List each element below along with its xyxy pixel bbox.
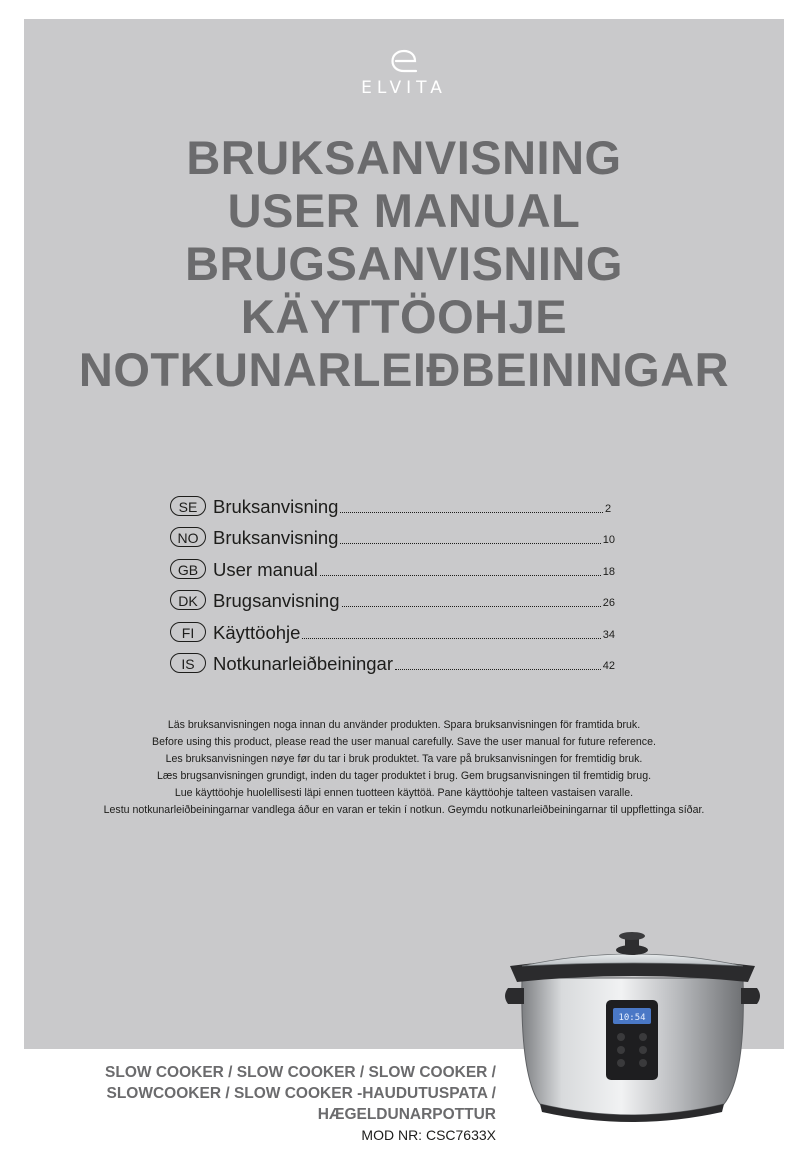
notice-danish: Læs brugsanvisningen grundigt, inden du tager produktet i brug. Gem brugsanvisningen til fremtidig brug. [156,770,652,782]
manual-titles [0,131,808,396]
toc-label: Brugsanvisning [213,590,340,611]
title-finnish: KÄYTTÖOHJE [240,290,568,343]
language-badge: DK [170,590,206,610]
product-description [0,1062,496,1144]
toc-row-se[interactable] [170,487,615,519]
toc-leader-dots [302,637,600,639]
product-name-line: HÆGELDUNARPOTTUR [317,1106,496,1123]
toc-page-number: 42 [602,660,615,672]
toc-label: Käyttöohje [213,621,301,643]
language-badge: IS [170,653,206,673]
toc-label: Bruksanvisning [213,527,339,548]
title-swedish: BRUKSANVISNING [186,131,622,184]
title-icelandic: NOTKUNARLEIÐBEININGAR [78,343,730,396]
language-badge: NO [170,527,206,547]
language-badge: FI [170,622,206,642]
notice-finnish: Lue käyttöohje huolellisesti läpi ennen tuotteen käyttöä. Pane käyttöohje talteen vastaisen varalle. [174,787,634,799]
toc-leader-dots [395,668,601,670]
toc-page-number: 10 [602,534,615,546]
toc-row-fi[interactable] [170,613,615,645]
slow-cooker-image [500,926,765,1131]
toc-page-number: 34 [602,628,615,641]
toc-label: Bruksanvisning [213,495,339,517]
toc-label: User manual [213,558,318,580]
elvita-logo-icon [384,48,424,74]
toc-leader-dots [340,542,600,544]
toc-row-is[interactable] [170,645,615,677]
notice-icelandic: Lestu notkunarleiðbeiningarnar vandlega áður en varan er tekin í notkun. Geymdu notkunarleiðbeiningarnar til uppflettinga síðar. [103,804,705,816]
language-badge: SE [170,496,206,516]
display-readout: 10:54 [618,1013,646,1023]
language-badge: GB [170,559,206,579]
notice-english: Before using this product, please read the user manual carefully. Save the user manual for future reference. [152,736,656,748]
product-name-line: SLOW COOKER / SLOW COOKER / SLOW COOKER / [105,1064,496,1081]
reading-notice [24,717,784,819]
brand-logo [0,48,808,98]
title-danish: BRUGSANVISNING [185,237,623,290]
toc-page-number: 2 [605,502,612,515]
model-number: MOD NR: CSC7633X [361,1127,496,1143]
toc-row-gb[interactable] [170,550,615,582]
toc-label: Notkunarleiðbeiningar [213,653,393,674]
table-of-contents [170,487,615,676]
toc-leader-dots [340,511,603,513]
toc-row-no[interactable] [170,519,615,551]
toc-page-number: 18 [602,565,615,578]
toc-leader-dots [342,605,601,607]
notice-norwegian: Les bruksanvisningen nøye før du tar i bruk produktet. Ta vare på bruksanvisningen for fremtidig bruk. [165,753,643,765]
brand-name: ELVITA [361,78,447,98]
product-name-line: SLOWCOOKER / SLOW COOKER -HAUDUTUSPATA / [106,1085,496,1102]
toc-page-number: 26 [602,597,615,609]
toc-leader-dots [320,574,601,576]
title-english: USER MANUAL [227,184,581,237]
toc-row-dk[interactable] [170,582,615,614]
notice-swedish: Läs bruksanvisningen noga innan du använder produkten. Spara bruksanvisningen för framtida bruk. [167,719,641,731]
